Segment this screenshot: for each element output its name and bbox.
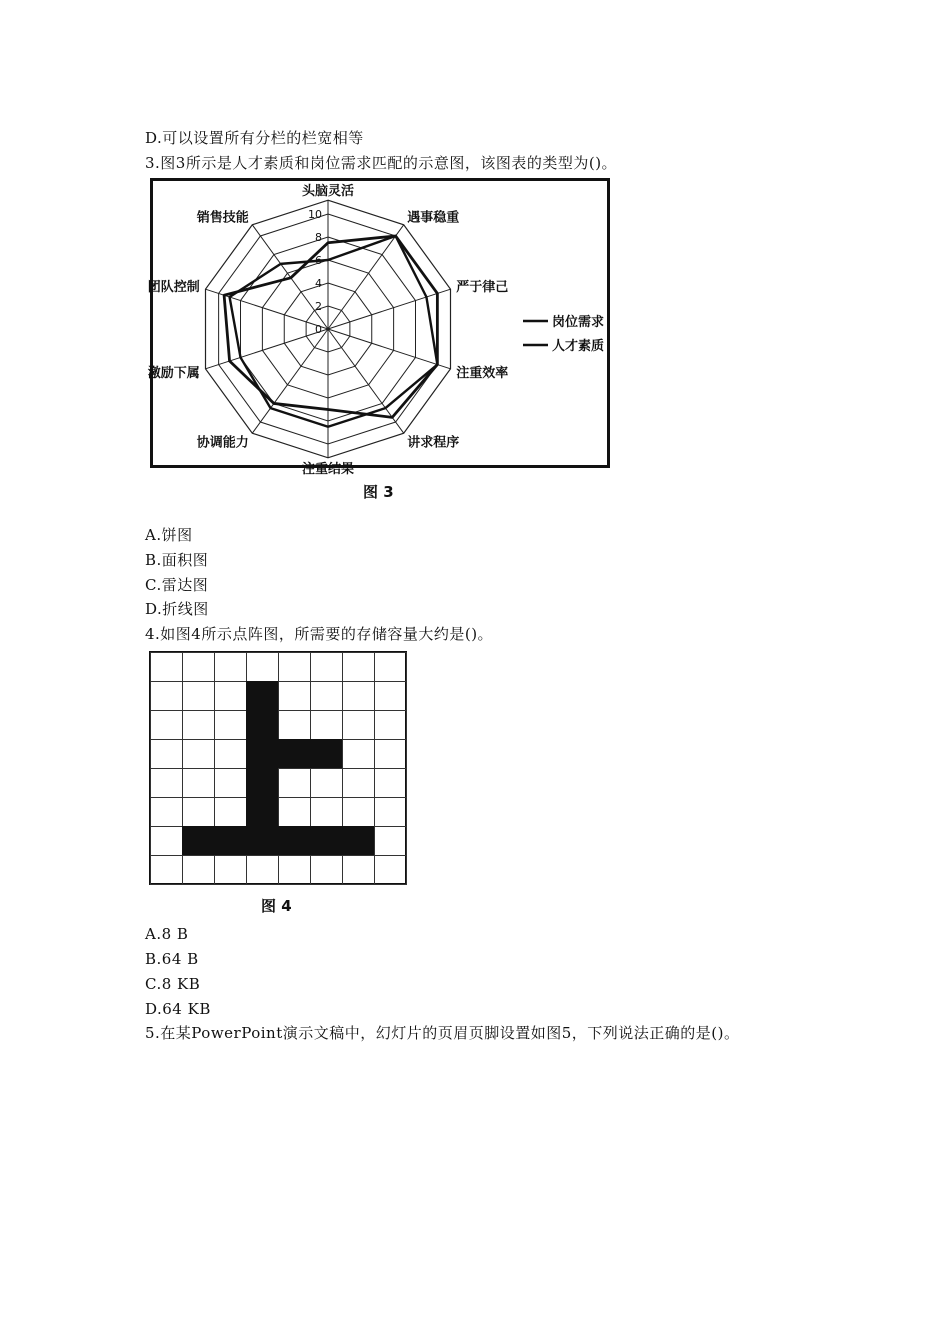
grid-cell <box>342 681 375 711</box>
grid-cell-filled <box>342 826 375 856</box>
grid-cell <box>182 681 215 711</box>
grid-cell <box>182 710 215 740</box>
grid-cell <box>342 710 375 740</box>
figure-4-caption: 图 4 <box>261 897 292 915</box>
radar-series-line <box>230 236 438 427</box>
grid-cell-filled <box>310 739 343 769</box>
grid-cell <box>182 855 215 885</box>
grid-cell <box>342 739 375 769</box>
grid-cell <box>246 652 279 682</box>
grid-cell-filled <box>246 797 279 827</box>
q3-option-b: B.面积图 <box>145 551 209 569</box>
grid-cell-filled <box>214 826 247 856</box>
q4-stem: 4.如图4所示点阵图，所需要的存储容量大约是()。 <box>145 625 494 643</box>
q4-option-d: D.64 KB <box>145 1000 211 1018</box>
grid-cell-filled <box>246 826 279 856</box>
grid-cell <box>374 739 407 769</box>
grid-cell <box>182 768 215 798</box>
grid-cell <box>310 710 343 740</box>
grid-cell-filled <box>246 681 279 711</box>
grid-cell <box>342 855 375 885</box>
q2-option-d: D.可以设置所有分栏的栏宽相等 <box>145 129 364 147</box>
grid-cell-filled <box>278 826 311 856</box>
grid-cell <box>278 652 311 682</box>
grid-cell <box>278 710 311 740</box>
grid-cell <box>374 826 407 856</box>
grid-cell <box>374 652 407 682</box>
radar-tick-label: 6 <box>315 254 322 267</box>
radar-category-label: 协调能力 <box>196 435 249 451</box>
grid-cell <box>342 768 375 798</box>
grid-cell <box>342 652 375 682</box>
grid-cell <box>214 855 247 885</box>
radar-category-label: 讲求程序 <box>407 435 460 451</box>
legend-label: 人才素质 <box>552 339 605 354</box>
q5-stem: 5.在某PowerPoint演示文稿中，幻灯片的页眉页脚设置如图5，下列说法正确的是()。 <box>145 1024 740 1042</box>
grid-cell <box>182 652 215 682</box>
grid-cell <box>150 826 183 856</box>
figure-3-radar-chart <box>147 178 610 477</box>
grid-cell <box>374 855 407 885</box>
legend-label: 岗位需求 <box>552 315 605 330</box>
radar-category-label: 注重效率 <box>456 365 509 381</box>
grid-cell-filled <box>182 826 215 856</box>
grid-cell <box>310 652 343 682</box>
radar-category-label: 遇事稳重 <box>407 210 460 226</box>
grid-cell <box>150 710 183 740</box>
figure-4-dot-matrix <box>149 651 407 885</box>
grid-cell-filled <box>310 826 343 856</box>
grid-cell <box>374 710 407 740</box>
grid-cell <box>310 768 343 798</box>
grid-cell <box>310 855 343 885</box>
grid-cell <box>150 681 183 711</box>
q4-option-c: C.8 KB <box>145 975 201 993</box>
figure-3-caption: 图 3 <box>363 483 394 501</box>
grid-cell-filled <box>246 710 279 740</box>
radar-tick-label: 0 <box>315 323 322 336</box>
grid-cell <box>374 797 407 827</box>
radar-spoke <box>328 289 450 329</box>
radar-category-label: 团队控制 <box>147 280 200 296</box>
radar-tick-label: 8 <box>315 231 322 244</box>
grid-cell-filled <box>278 739 311 769</box>
grid-cell <box>278 768 311 798</box>
grid-cell <box>150 739 183 769</box>
grid-cell <box>374 681 407 711</box>
q3-option-a: A.饼图 <box>145 526 193 544</box>
grid-cell <box>182 797 215 827</box>
grid-cell <box>246 855 279 885</box>
radar-category-label: 销售技能 <box>196 210 249 226</box>
grid-cell <box>214 739 247 769</box>
q3-option-d: D.折线图 <box>145 600 209 618</box>
grid-cell <box>150 797 183 827</box>
radar-svg <box>147 181 607 477</box>
q4-option-a: A.8 B <box>145 925 189 943</box>
grid-cell <box>150 855 183 885</box>
radar-category-label: 激励下属 <box>147 365 200 381</box>
radar-category-label: 注重结果 <box>301 461 355 477</box>
grid-cell-filled <box>246 768 279 798</box>
q3-option-c: C.雷达图 <box>145 576 209 594</box>
q4-option-b: B.64 B <box>145 950 199 968</box>
radar-tick-label: 2 <box>315 300 322 313</box>
grid-cell <box>278 797 311 827</box>
grid-cell <box>342 797 375 827</box>
grid-cell <box>214 768 247 798</box>
grid-cell <box>214 710 247 740</box>
radar-tick-label: 10 <box>308 208 322 221</box>
grid-cell <box>310 681 343 711</box>
grid-cell-filled <box>246 739 279 769</box>
grid-cell <box>214 652 247 682</box>
grid-cell <box>278 855 311 885</box>
grid-cell <box>278 681 311 711</box>
grid-cell <box>150 768 183 798</box>
grid-cell <box>214 797 247 827</box>
grid-cell <box>374 768 407 798</box>
radar-tick-label: 4 <box>315 277 322 290</box>
grid-cell <box>182 739 215 769</box>
radar-category-label: 头脑灵活 <box>301 184 355 200</box>
grid-cell <box>214 681 247 711</box>
grid-cell <box>310 797 343 827</box>
radar-spoke <box>206 329 328 369</box>
radar-category-label: 严于律己 <box>456 280 509 296</box>
q3-stem: 3.图3所示是人才素质和岗位需求匹配的示意图，该图表的类型为()。 <box>145 154 618 172</box>
grid-cell <box>150 652 183 682</box>
